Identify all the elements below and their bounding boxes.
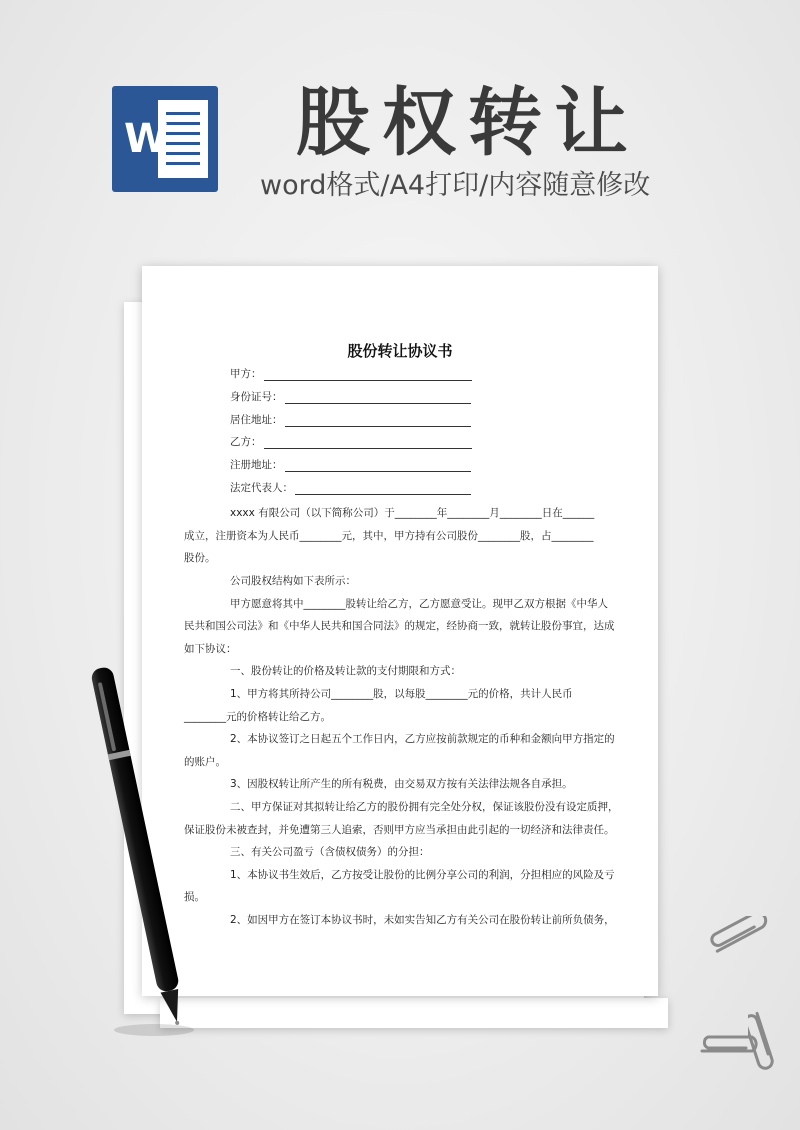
word-logo-letter: W xyxy=(123,116,169,162)
word-logo-icon xyxy=(112,86,218,192)
paperclip-icon xyxy=(708,916,776,960)
body-line: 公司股权结构如下表所示： xyxy=(230,575,356,587)
field-party-a: 甲方： xyxy=(230,366,490,384)
body-line: 股份。 xyxy=(184,552,216,564)
document-title: 股份转让协议书 xyxy=(347,342,453,360)
body-line: 民共和国公司法》和《中华人民共和国合同法》的规定，经协商一致，就转让股份事宜，达成 xyxy=(184,620,615,632)
field-address: 居住地址： xyxy=(230,412,490,430)
field-registered-address: 注册地址： xyxy=(230,457,490,475)
body-line: 损。 xyxy=(184,891,205,903)
body-line: 1、甲方将其所持公司________股，以每股________元的价格，共计人民币 xyxy=(230,688,573,700)
body-line: ________元的价格转让给乙方。 xyxy=(184,711,331,723)
field-id-number: 身份证号： xyxy=(230,389,490,407)
body-line: 三、有关公司盈亏（含债权债务）的分担： xyxy=(230,846,430,858)
body-line: 一、股份转让的价格及转让款的支付期限和方式： xyxy=(230,665,461,677)
body-line: 成立，注册资本为人民币________元，其中，甲方持有公司股份________股，占________ xyxy=(184,530,594,542)
body-line: xxxx 有限公司（以下简称公司）于________年________月________日在______ xyxy=(230,507,595,519)
body-line: 保证股份未被查封，并免遭第三人追索，否则甲方应当承担由此引起的一切经济和法律责任。 xyxy=(184,824,615,836)
body-line: 2、本协议签订之日起五个工作日内，乙方应按前款规定的币种和金额向甲方指定的 xyxy=(230,733,615,745)
body-line: 2、如因甲方在签订本协议书时，未如实告知乙方有关公司在股份转让前所负债务， xyxy=(230,914,615,926)
hero-subtitle: word格式/A4打印/内容随意修改 xyxy=(260,170,651,201)
body-line: 3、因股权转让所产生的所有税费，由交易双方按有关法律法规各自承担。 xyxy=(230,778,573,790)
hero-title: 股权转让 xyxy=(296,80,640,166)
paperclip-icon xyxy=(748,1008,784,1074)
body-line: 二、甲方保证对其拟转让给乙方的股份拥有完全处分权，保证该股份没有设定质押， xyxy=(230,801,619,813)
body-line: 的账户。 xyxy=(184,756,226,768)
document-page xyxy=(142,266,658,996)
back-sheet-bottom xyxy=(160,998,668,1028)
field-legal-rep: 法定代表人： xyxy=(230,480,490,498)
body-line: 如下协议： xyxy=(184,643,237,655)
field-party-b: 乙方： xyxy=(230,434,490,452)
pen-icon xyxy=(84,658,194,1038)
body-line: 甲方愿意将其中________股转让给乙方，乙方愿意受让。现甲乙双方根据《中华人 xyxy=(230,598,608,610)
body-line: 1、本协议书生效后，乙方按受让股份的比例分享公司的利润，分担相应的风险及亏 xyxy=(230,869,615,881)
